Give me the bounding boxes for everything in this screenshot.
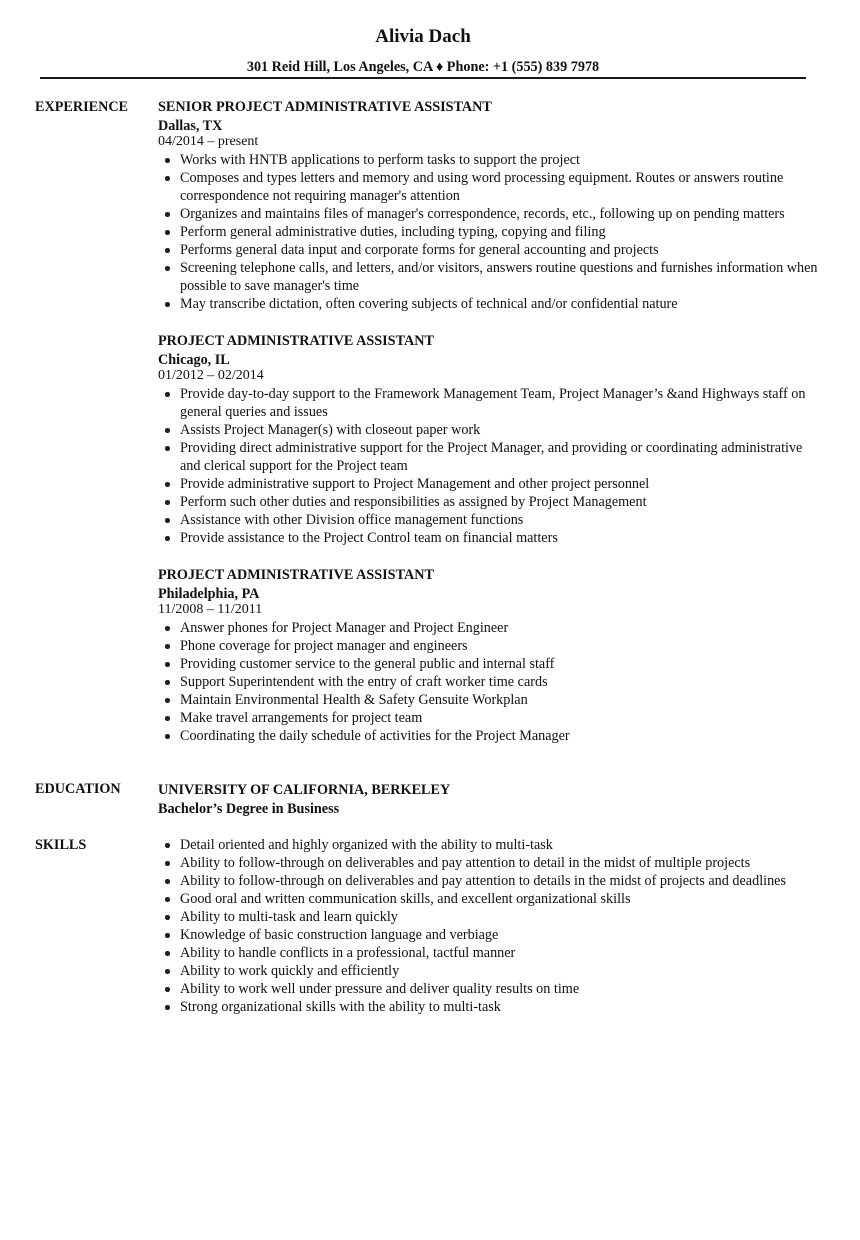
job-location: Chicago, IL (158, 352, 230, 368)
contact-line: 301 Reid Hill, Los Angeles, CA ♦ Phone: +1 (555) 839 7978 (246, 59, 600, 75)
candidate-name: Alivia Dach (375, 26, 471, 47)
list-item: Provide day-to-day support to the Framework Management Team, Project Manager’s &and Highways staff on general queries and issues (180, 385, 818, 421)
list-item: Works with HNTB applications to perform tasks to support the project (180, 151, 818, 169)
job-title: PROJECT ADMINISTRATIVE ASSISTANT (158, 567, 434, 583)
education-label: EDUCATION (35, 781, 121, 797)
job-entry (158, 566, 818, 745)
list-item: Answer phones for Project Manager and Project Engineer (180, 619, 818, 637)
education-section (158, 781, 818, 818)
list-item: Good oral and written communication skills, and excellent organizational skills (180, 890, 818, 908)
skills-section (158, 834, 818, 1016)
list-item: Ability to follow-through on deliverables and pay attention to detail in the midst of multiple projects (180, 854, 818, 872)
list-item: Coordinating the daily schedule of activities for the Project Manager (180, 727, 818, 745)
job-dates: 11/2008 – 11/2011 (158, 602, 263, 617)
list-item: Ability to work quickly and efficiently (180, 962, 818, 980)
list-item: Performs general data input and corporate forms for general accounting and projects (180, 241, 818, 259)
job-duties-list (158, 619, 818, 745)
list-item: Make travel arrangements for project team (180, 709, 818, 727)
job-duties-list (158, 385, 818, 547)
degree: Bachelor’s Degree in Business (158, 801, 340, 817)
list-item: Ability to handle conflicts in a professional, tactful manner (180, 944, 818, 962)
experience-section (158, 98, 818, 764)
list-item: Providing direct administrative support for the Project Manager, and providing or coordinating administrative and clerical support for the Project team (180, 439, 818, 475)
experience-label: EXPERIENCE (35, 99, 129, 115)
list-item: Ability to work well under pressure and deliver quality results on time (180, 980, 818, 998)
job-duties-list (158, 151, 818, 313)
list-item: Composes and types letters and memory and using word processing equipment. Routes or answers routine correspondence not requiring manager's attention (180, 169, 818, 205)
job-dates: 01/2012 – 02/2014 (158, 368, 264, 383)
list-item: Providing customer service to the general public and internal staff (180, 655, 818, 673)
job-entry (158, 332, 818, 547)
job-title: PROJECT ADMINISTRATIVE ASSISTANT (158, 333, 434, 349)
list-item: Screening telephone calls, and letters, and/or visitors, answers routine questions and furnishes information when possible to save manager's time (180, 260, 818, 294)
list-item: Support Superintendent with the entry of craft worker time cards (180, 673, 818, 691)
header-divider (40, 77, 806, 79)
list-item: Organizes and maintains files of manager's correspondence, records, etc., following up on pending matters (180, 205, 818, 223)
list-item: Assistance with other Division office management functions (180, 511, 818, 529)
list-item: Assists Project Manager(s) with closeout paper work (180, 421, 818, 439)
list-item: Detail oriented and highly organized with the ability to multi-task (180, 836, 818, 854)
job-location: Philadelphia, PA (158, 586, 260, 602)
list-item: Perform general administrative duties, including typing, copying and filing (180, 223, 818, 241)
list-item: Phone coverage for project manager and engineers (180, 637, 818, 655)
job-entry (158, 98, 818, 313)
list-item: Perform such other duties and responsibilities as assigned by Project Management (180, 493, 818, 511)
list-item: Strong organizational skills with the ability to multi-task (180, 998, 818, 1016)
list-item: Ability to multi-task and learn quickly (180, 908, 818, 926)
list-item: Provide assistance to the Project Control team on financial matters (180, 529, 818, 547)
list-item: Ability to follow-through on deliverables and pay attention to details in the midst of projects and deadlines (180, 872, 818, 890)
job-title: SENIOR PROJECT ADMINISTRATIVE ASSISTANT (158, 99, 492, 115)
list-item: Maintain Environmental Health & Safety Gensuite Workplan (180, 691, 818, 709)
list-item: May transcribe dictation, often covering subjects of technical and/or confidential nature (180, 295, 818, 313)
list-item: Provide administrative support to Project Management and other project personnel (180, 475, 818, 493)
school-name: UNIVERSITY OF CALIFORNIA, BERKELEY (158, 782, 451, 798)
job-dates: 04/2014 – present (158, 134, 259, 149)
skills-label: SKILLS (35, 837, 87, 853)
list-item: Knowledge of basic construction language and verbiage (180, 926, 818, 944)
skills-list (158, 836, 818, 1016)
job-location: Dallas, TX (158, 118, 223, 134)
